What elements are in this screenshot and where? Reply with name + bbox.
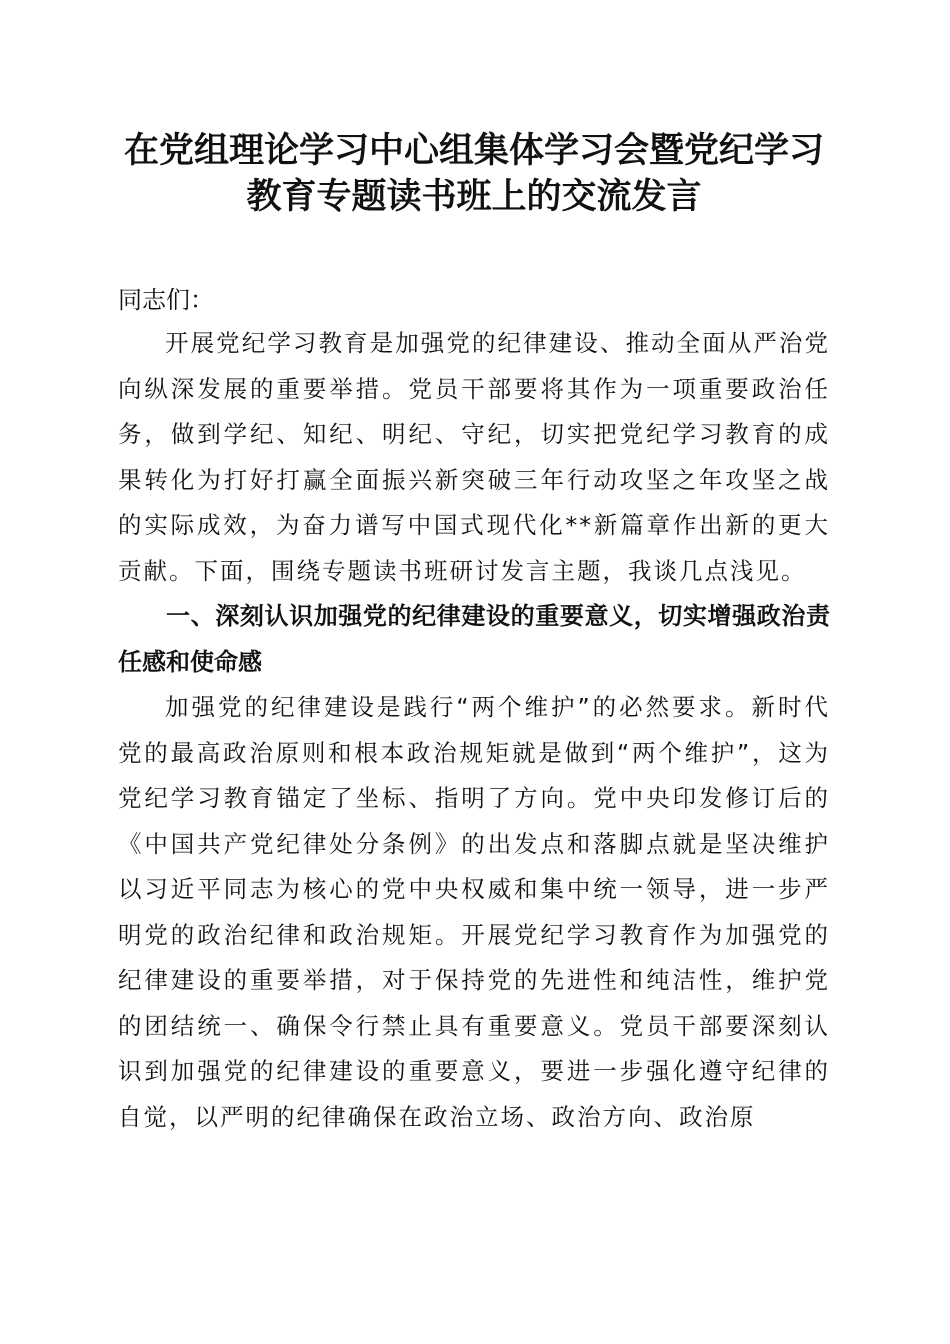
document-page: [118, 128, 830, 1140]
title-line-2: 教育专题读书班上的交流发言: [246, 176, 702, 217]
section-heading-1: 一、深刻认识加强党的纪律建设的重要意义，切实增强政治责任感和使命感: [118, 602, 830, 676]
paragraph-intro: 开展党纪学习教育是加强党的纪律建设、推动全面从严治党向纵深发展的重要举措。党员干部要将其作为一项重要政治任务，做到学纪、知纪、明纪、守纪，切实把党纪学习教育的成果转化为打好打赢全面振兴新突破三年行动攻坚之年攻坚之战的实际成效，为奋力谱写中国式现代化**新篇章作出新的更大贡献。下面，围绕专题读书班研讨发言主题，我谈几点浅见。: [118, 329, 830, 585]
salutation: 同志们：: [118, 286, 214, 314]
title-line-1: 在党组理论学习中心组集体学习会暨党纪学习: [123, 130, 824, 171]
paragraph-section-1: 加强党的纪律建设是践行“两个维护”的必然要求。新时代党的最高政治原则和根本政治规矩就是做到“两个维护”，这为党纪学习教育锚定了坐标、指明了方向。党中央印发修订后的《中国共产党纪律处分条例》的出发点和落脚点就是坚决维护以习近平同志为核心的党中央权威和集中统一领导，进一步严明党的政治纪律和政治规矩。开展党纪学习教育作为加强党的纪律建设的重要举措，对于保持党的先进性和纯洁性，维护党的团结统一、确保令行禁止具有重要意义。党员干部要深刻认识到加强党的纪律建设的重要意义，要进一步强化遵守纪律的自觉，以严明的纪律确保在政治立场、政治方向、政治原: [118, 693, 830, 1131]
document-title: [118, 128, 830, 220]
